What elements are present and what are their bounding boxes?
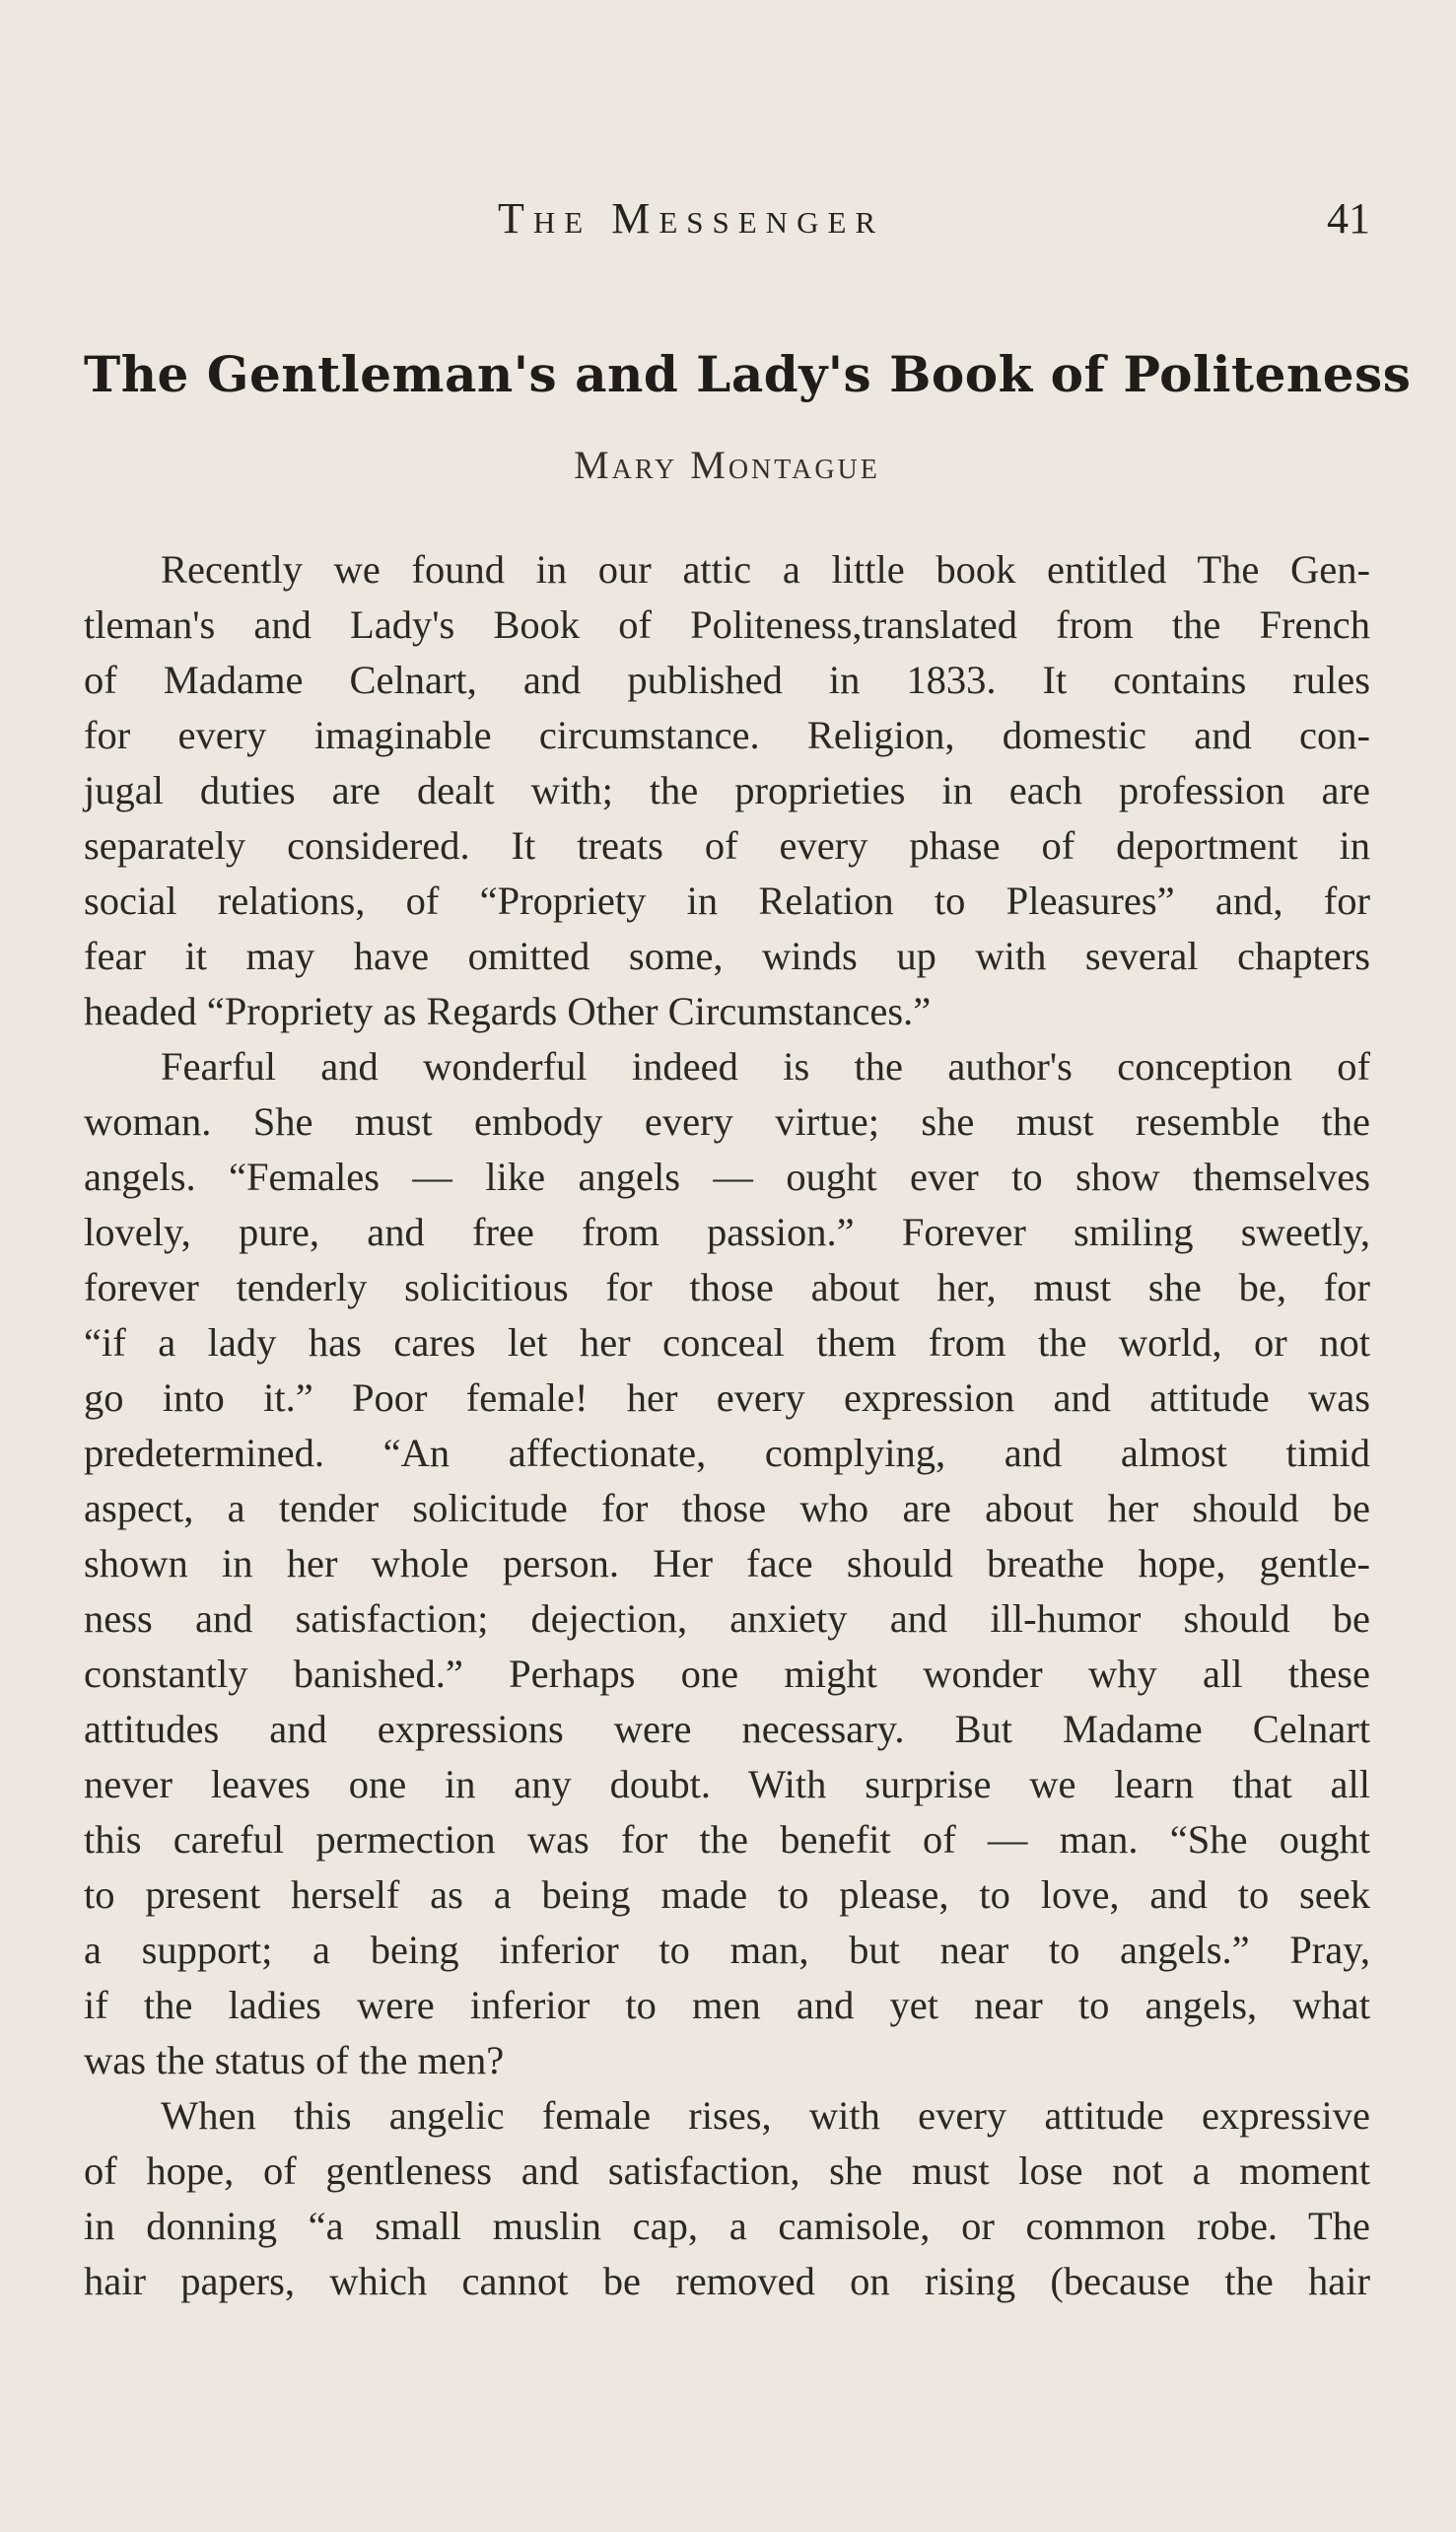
- body-line: fear it may have omitted some, winds up with several chapters: [84, 934, 1370, 978]
- body-line: headed “Propriety as Regards Other Circumstances.”: [84, 989, 932, 1033]
- body-line: constantly banished.” Perhaps one might wonder why all these: [84, 1652, 1370, 1696]
- journal-name: The Messenger: [498, 194, 885, 243]
- body-line: for every imaginable circumstance. Religion, domestic and con-: [84, 713, 1370, 757]
- body-line: attitudes and expressions were necessary. But Madame Celnart: [84, 1707, 1370, 1751]
- body-line: shown in her whole person. Her face should breathe hope, gentle-: [84, 1541, 1370, 1585]
- article-title: The Gentleman's and Lady's Book of Politeness: [84, 345, 1412, 403]
- body-line: Recently we found in our attic a little book entitled The Gen-: [161, 547, 1370, 592]
- body-line: angels. “Females — like angels — ought ever to show themselves: [84, 1155, 1370, 1199]
- page-number: 41: [1327, 194, 1370, 243]
- body-line: of Madame Celnart, and published in 1833. It contains rules: [84, 658, 1370, 702]
- body-line: forever tenderly solicitious for those about her, must she be, for: [84, 1265, 1370, 1309]
- body-line: “if a lady has cares let her conceal them from the world, or not: [84, 1320, 1370, 1365]
- body-line: predetermined. “An affectionate, complying, and almost timid: [84, 1431, 1370, 1475]
- running-head: [84, 193, 1370, 252]
- body-line: if the ladies were inferior to men and yet near to angels, what: [84, 1983, 1370, 2027]
- article-body: [84, 542, 1370, 2309]
- body-line: tleman's and Lady's Book of Politeness,translated from the French: [84, 602, 1370, 647]
- body-line: aspect, a tender solicitude for those who are about her should be: [84, 1486, 1370, 1530]
- body-line: hair papers, which cannot be removed on rising (because the hair: [84, 2259, 1370, 2303]
- body-line: in donning “a small muslin cap, a camisole, or common robe. The: [84, 2204, 1370, 2248]
- body-line: When this angelic female rises, with every attitude expressive: [161, 2093, 1370, 2138]
- body-line: of hope, of gentleness and satisfaction, she must lose not a moment: [84, 2148, 1370, 2193]
- body-line: Fearful and wonderful indeed is the author's conception of: [161, 1044, 1370, 1089]
- body-line: a support; a being inferior to man, but near to angels.” Pray,: [84, 1928, 1370, 1972]
- body-line: to present herself as a being made to please, to love, and to seek: [84, 1872, 1370, 1917]
- body-line: ness and satisfaction; dejection, anxiety and ill-humor should be: [84, 1596, 1370, 1641]
- body-line: lovely, pure, and free from passion.” Forever smiling sweetly,: [84, 1210, 1370, 1254]
- body-line: never leaves one in any doubt. With surprise we learn that all: [84, 1762, 1370, 1806]
- body-line: woman. She must embody every virtue; she must resemble the: [84, 1099, 1370, 1144]
- body-line: this careful permection was for the benefit of — man. “She ought: [84, 1817, 1370, 1862]
- author-name: Mary Montague: [574, 443, 880, 487]
- body-line: social relations, of “Propriety in Relation to Pleasures” and, for: [84, 879, 1370, 923]
- body-line: separately considered. It treats of every phase of deportment in: [84, 823, 1370, 868]
- body-line: was the status of the men?: [84, 2038, 505, 2082]
- body-line: jugal duties are dealt with; the proprieties in each profession are: [84, 768, 1370, 812]
- body-line: go into it.” Poor female! her every expression and attitude was: [84, 1375, 1370, 1420]
